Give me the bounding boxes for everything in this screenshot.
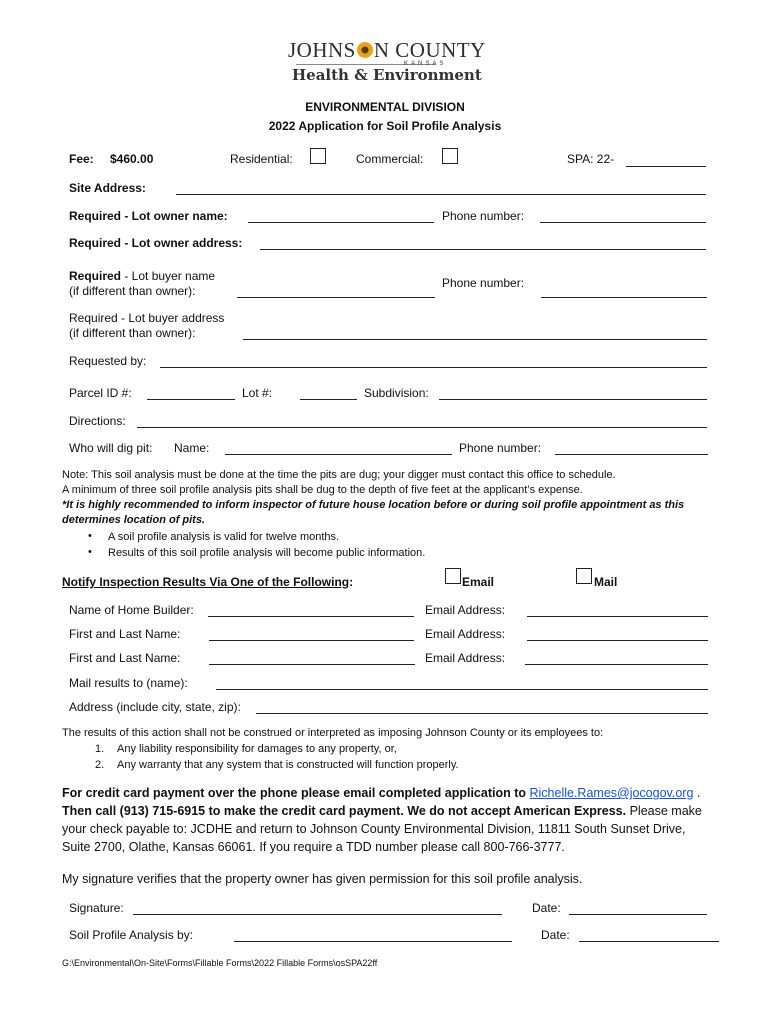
mail-to-field[interactable] — [216, 689, 708, 690]
first-last-label-1: First and Last Name: — [69, 627, 181, 641]
signature-verify: My signature verifies that the property owner has given permission for this soil profile analysis. — [62, 872, 583, 886]
note-line-1: Note: This soil analysis must be done at the time the pits are dug; your digger must contact this office to schedule. — [62, 469, 616, 481]
signature-label: Signature: — [69, 901, 124, 915]
note-bullet-2: Results of this soil profile analysis will become public information. — [108, 547, 426, 559]
disclaimer-number-2: 2. — [95, 759, 105, 771]
home-builder-field[interactable] — [208, 616, 414, 617]
disclaimer-intro: The results of this action shall not be construed or interpreted as imposing Johnson County or its employees to: — [62, 727, 604, 739]
disclaimer-number-1: 1. — [95, 743, 105, 755]
email-address-label-1: Email Address: — [425, 603, 506, 617]
owner-address-label: Required - Lot owner address: — [69, 236, 243, 250]
payment-line-1: For credit card payment over the phone please email completed application to Richelle.Rames@jocogov.org . — [62, 786, 701, 800]
home-builder-label: Name of Home Builder: — [69, 603, 194, 617]
digger-name-field[interactable] — [225, 454, 452, 455]
digger-phone-label: Phone number: — [459, 441, 542, 455]
buyer-name-note: (if different than owner): — [69, 284, 196, 298]
owner-name-label: Required - Lot owner name: — [69, 209, 228, 223]
email-address-field-3[interactable] — [525, 664, 708, 665]
payment-line-3: your check payable to: JCDHE and return to Johnson County Environmental Division, 11811 South Sunset Drive, — [62, 822, 686, 836]
mail-address-field[interactable] — [256, 713, 708, 714]
email-option-label: Email — [462, 575, 495, 589]
commercial-label: Commercial: — [356, 152, 424, 166]
fee-amount: $460.00 — [110, 152, 154, 166]
site-address-field[interactable] — [176, 194, 706, 195]
mail-checkbox[interactable] — [576, 568, 592, 584]
form-title: 2022 Application for Soil Profile Analysis — [268, 119, 502, 133]
buyer-phone-field[interactable] — [541, 297, 707, 298]
email-address-label-3: Email Address: — [425, 651, 506, 665]
buyer-phone-label: Phone number: — [442, 276, 525, 290]
disclaimer-item-2: Any warranty that any system that is constructed will function properly. — [117, 759, 459, 771]
spa-label: SPA: 22- — [567, 152, 615, 166]
logo — [288, 36, 488, 88]
mail-to-label: Mail results to (name): — [69, 676, 188, 690]
analysis-by-label: Soil Profile Analysis by: — [69, 928, 194, 942]
requested-by-label: Requested by: — [69, 354, 147, 368]
note-line-2: A minimum of three soil profile analysis pits shall be dug to the depth of five feet at the applicant’s expense. — [62, 484, 583, 496]
email-address-field-2[interactable] — [527, 640, 708, 641]
owner-address-field[interactable] — [260, 249, 706, 250]
logo-county-name: JOHNS N COUNTY — [288, 38, 486, 62]
fee-label: Fee: — [69, 152, 94, 166]
buyer-name-label: Required - Lot buyer name — [69, 269, 216, 283]
digger-name-label: Name: — [174, 441, 210, 455]
footer-file-path: G:\Environmental\On-Site\Forms\Fillable Forms\2022 Fillable Forms\osSPA22ff — [62, 958, 378, 968]
mail-address-label: Address (include city, state, zip): — [69, 700, 241, 714]
signature-date-label: Date: — [532, 901, 561, 915]
bullet-icon: • — [88, 530, 92, 542]
note-bold-line-2: determines location of pits. — [62, 514, 206, 526]
buyer-address-note: (if different than owner): — [69, 326, 196, 340]
subdivision-label: Subdivision: — [364, 386, 429, 400]
parcel-id-label: Parcel ID #: — [69, 386, 132, 400]
who-dig-label: Who will dig pit: — [69, 441, 153, 455]
bullet-icon: • — [88, 546, 92, 558]
payment-email-link[interactable]: Richelle.Rames@jocogov.org — [529, 786, 694, 800]
notify-heading: Notify Inspection Results Via One of the Following: — [62, 575, 354, 589]
email-address-label-2: Email Address: — [425, 627, 506, 641]
buyer-name-field[interactable] — [237, 297, 435, 298]
email-checkbox[interactable] — [445, 568, 461, 584]
logo-state: KANSAS — [404, 61, 447, 67]
subdivision-field[interactable] — [439, 399, 707, 400]
residential-checkbox[interactable] — [310, 148, 326, 164]
parcel-id-field[interactable] — [147, 399, 235, 400]
directions-label: Directions: — [69, 414, 126, 428]
lot-label: Lot #: — [242, 386, 273, 400]
sunflower-icon — [357, 42, 373, 58]
signature-date-field[interactable] — [569, 914, 707, 915]
first-last-field-2[interactable] — [209, 664, 415, 665]
digger-phone-field[interactable] — [555, 454, 708, 455]
analysis-date-field[interactable] — [579, 941, 719, 942]
owner-phone-field[interactable] — [540, 222, 706, 223]
note-bullet-1: A soil profile analysis is valid for twelve months. — [108, 531, 340, 543]
buyer-address-label: Required - Lot buyer address — [69, 311, 225, 325]
analysis-date-label: Date: — [541, 928, 570, 942]
analysis-by-field[interactable] — [234, 941, 512, 942]
mail-option-label: Mail — [594, 575, 618, 589]
spa-field[interactable] — [626, 166, 706, 167]
note-bold-line-1: *It is highly recommended to inform inspector of future house location before or during soil profile appointment as this — [62, 499, 685, 511]
logo-department: Health & Environment — [292, 66, 482, 84]
directions-field[interactable] — [137, 427, 707, 428]
lot-field[interactable] — [300, 399, 357, 400]
first-last-field-1[interactable] — [209, 640, 414, 641]
signature-field[interactable] — [133, 914, 502, 915]
owner-name-field[interactable] — [248, 222, 434, 223]
first-last-label-2: First and Last Name: — [69, 651, 181, 665]
commercial-checkbox[interactable] — [442, 148, 458, 164]
division-heading: ENVIRONMENTAL DIVISION — [305, 100, 465, 114]
requested-by-field[interactable] — [160, 367, 707, 368]
disclaimer-item-1: Any liability responsibility for damages to any property, or, — [117, 743, 397, 755]
email-address-field-1[interactable] — [527, 616, 708, 617]
payment-line-2: Then call (913) 715-6915 to make the credit card payment. We do not accept American Express. Please make — [62, 804, 702, 818]
residential-label: Residential: — [230, 152, 293, 166]
site-address-label: Site Address: — [69, 181, 146, 195]
buyer-address-field[interactable] — [243, 339, 707, 340]
payment-line-4: Suite 2700, Olathe, Kansas 66061. If you require a TDD number please call 800-766-3777. — [62, 840, 565, 854]
owner-phone-label: Phone number: — [442, 209, 525, 223]
